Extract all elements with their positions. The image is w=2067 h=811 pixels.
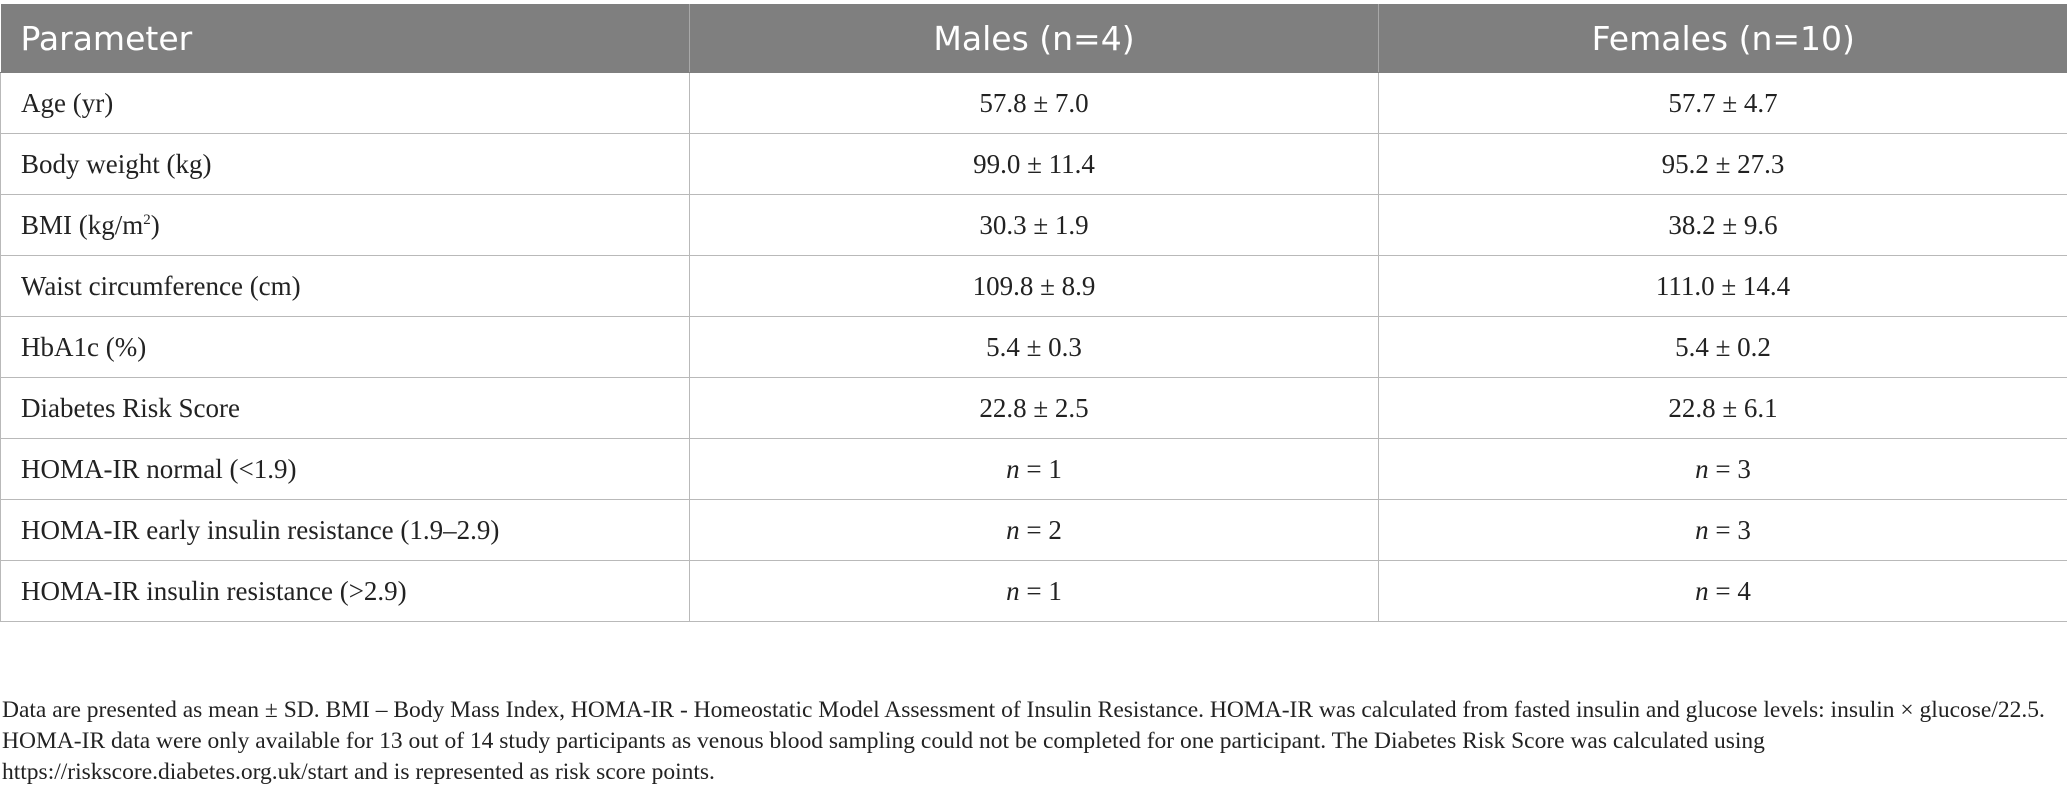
equals-sign: =: [1708, 453, 1738, 484]
n-symbol: n: [1695, 575, 1709, 606]
count-value: 2: [1048, 514, 1062, 545]
mean-sd-value: 30.3 ± 1.9: [979, 209, 1089, 240]
table-row: [1, 561, 2067, 622]
table-row: [1, 317, 2067, 378]
cell-females: [1379, 561, 2067, 622]
cell-parameter: [1, 73, 690, 134]
mean-sd-value: 38.2 ± 9.6: [1668, 209, 1778, 240]
equals-sign: =: [1019, 575, 1049, 606]
cell-males: [690, 500, 1379, 561]
header-parameter: Parameter: [1, 4, 690, 73]
table-footnote: Data are presented as mean ± SD. BMI – Body Mass Index, HOMA-IR - Homeostatic Model Assessment of Insulin Resistance. HOMA-IR was calculated from fasted insulin and glucose levels: insulin × glucose/22.5. HOMA-IR data were only available for 13 out of 14 study participants as venous blood sampling could not be completed for one participant. The Diabetes Risk Score was calculated using https://riskscore.diabetes.org.uk/start and is represented as risk score points.: [2, 697, 2045, 785]
cell-parameter: [1, 500, 690, 561]
mean-sd-value: 22.8 ± 2.5: [979, 392, 1089, 423]
cell-males: [690, 317, 1379, 378]
header-row: [1, 4, 2067, 73]
parameter-label: BMI (kg/m: [21, 209, 144, 240]
cell-males: [690, 378, 1379, 439]
cell-parameter: [1, 256, 690, 317]
cell-females: [1379, 256, 2067, 317]
parameter-suffix: ): [150, 209, 160, 240]
data-table: [0, 4, 2067, 622]
mean-sd-value: 22.8 ± 6.1: [1668, 392, 1778, 423]
mean-sd-value: 99.0 ± 11.4: [973, 148, 1095, 179]
cell-parameter: [1, 317, 690, 378]
header-females: Females (n=10): [1379, 4, 2067, 73]
cell-males: [690, 195, 1379, 256]
table-row: [1, 378, 2067, 439]
mean-sd-value: 5.4 ± 0.2: [1675, 331, 1771, 362]
cell-males: [690, 134, 1379, 195]
mean-sd-value: 5.4 ± 0.3: [986, 331, 1082, 362]
n-symbol: n: [1695, 514, 1709, 545]
cell-parameter: [1, 439, 690, 500]
parameter-superscript: 2: [143, 211, 151, 228]
n-symbol: n: [1006, 453, 1020, 484]
equals-sign: =: [1019, 514, 1049, 545]
cell-parameter: [1, 561, 690, 622]
count-value: 3: [1737, 453, 1751, 484]
cell-females: [1379, 500, 2067, 561]
equals-sign: =: [1708, 514, 1738, 545]
cell-females: [1379, 73, 2067, 134]
cell-females: [1379, 378, 2067, 439]
parameter-label: HbA1c (%): [21, 331, 147, 362]
table-row: [1, 439, 2067, 500]
cell-parameter: [1, 378, 690, 439]
mean-sd-value: 57.8 ± 7.0: [979, 87, 1089, 118]
table-row: [1, 256, 2067, 317]
mean-sd-value: 95.2 ± 27.3: [1661, 148, 1785, 179]
equals-sign: =: [1019, 453, 1049, 484]
mean-sd-value: 57.7 ± 4.7: [1668, 87, 1778, 118]
count-value: 3: [1737, 514, 1751, 545]
n-symbol: n: [1006, 514, 1020, 545]
table-body: [1, 73, 2067, 622]
table-row: [1, 500, 2067, 561]
cell-females: [1379, 317, 2067, 378]
cell-parameter: [1, 195, 690, 256]
cell-males: [690, 73, 1379, 134]
mean-sd-value: 111.0 ± 14.4: [1655, 270, 1791, 301]
cell-males: [690, 561, 1379, 622]
parameter-label: HOMA-IR normal (<1.9): [21, 453, 297, 484]
table-row: [1, 195, 2067, 256]
parameter-label: Age (yr): [21, 87, 114, 118]
n-symbol: n: [1695, 453, 1709, 484]
table-row: [1, 73, 2067, 134]
parameter-label: Diabetes Risk Score: [21, 392, 240, 423]
count-value: 4: [1737, 575, 1751, 606]
parameter-label: HOMA-IR early insulin resistance (1.9–2.9): [21, 514, 500, 545]
parameter-label: Waist circumference (cm): [21, 270, 301, 301]
n-symbol: n: [1006, 575, 1020, 606]
table-row: [1, 134, 2067, 195]
count-value: 1: [1048, 453, 1062, 484]
cell-females: [1379, 195, 2067, 256]
cell-females: [1379, 439, 2067, 500]
cell-males: [690, 439, 1379, 500]
header-males: Males (n=4): [690, 4, 1379, 73]
cell-females: [1379, 134, 2067, 195]
table-header: [1, 4, 2067, 73]
parameter-label: Body weight (kg): [21, 148, 212, 179]
count-value: 1: [1048, 575, 1062, 606]
parameter-label: HOMA-IR insulin resistance (>2.9): [21, 575, 407, 606]
data-table-container: [0, 4, 2067, 622]
equals-sign: =: [1708, 575, 1738, 606]
mean-sd-value: 109.8 ± 8.9: [972, 270, 1096, 301]
cell-parameter: [1, 134, 690, 195]
cell-males: [690, 256, 1379, 317]
